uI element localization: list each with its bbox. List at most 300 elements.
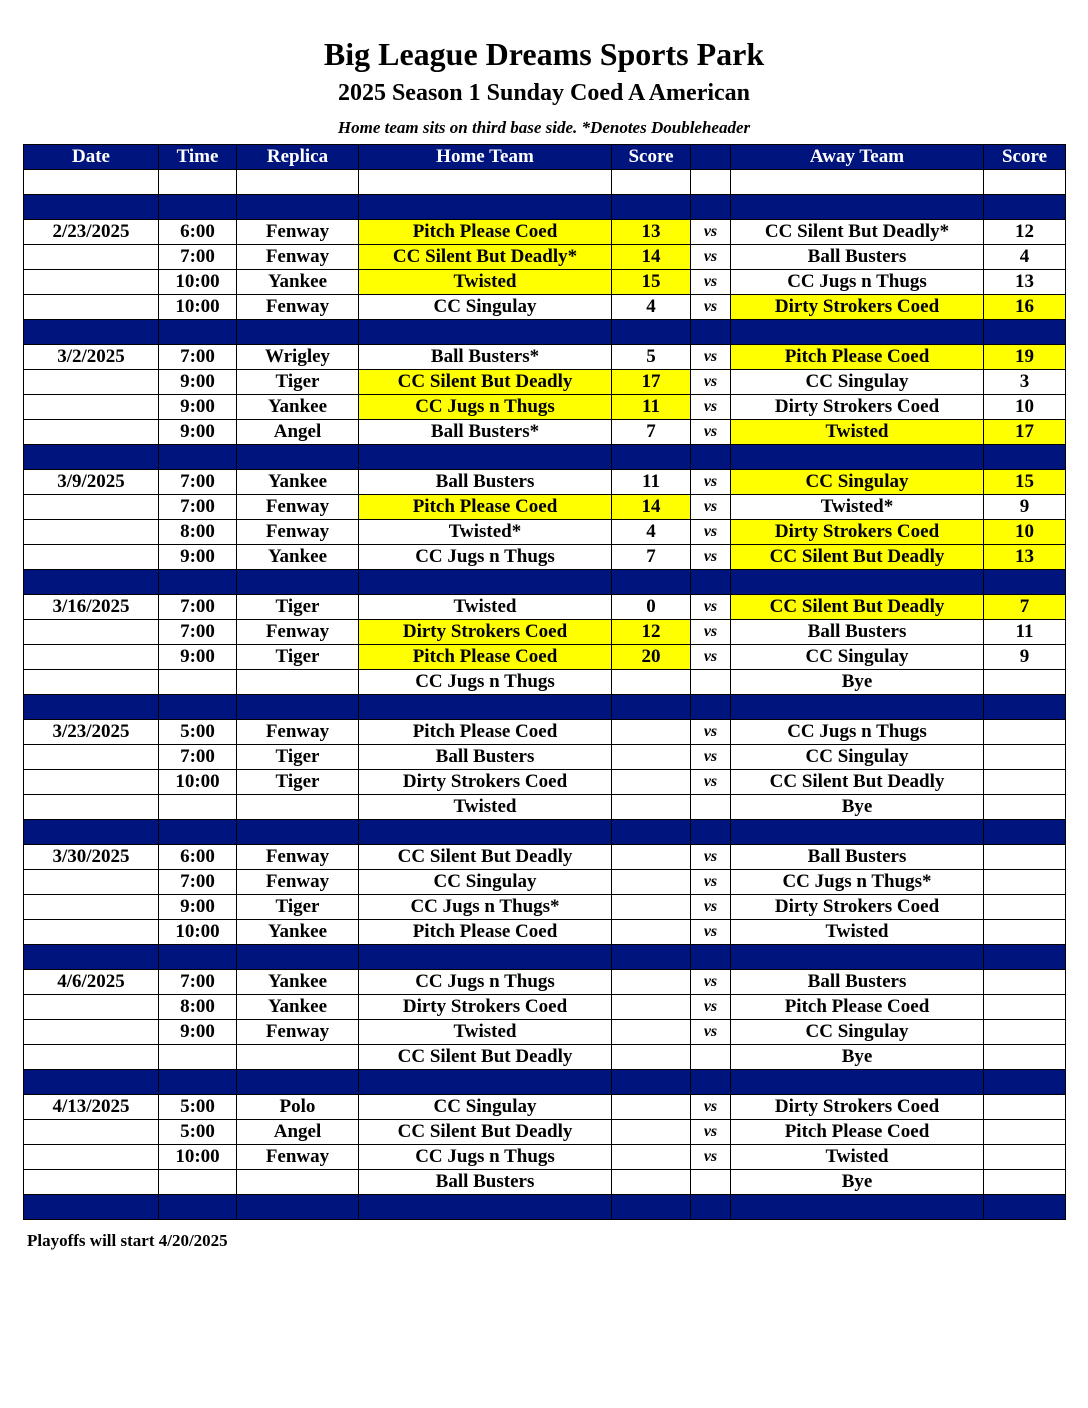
cell-home-team: Pitch Please Coed	[359, 220, 612, 245]
schedule-body	[24, 170, 1066, 1220]
cell-away-team: CC Jugs n Thugs*	[731, 870, 984, 895]
cell-away-team	[731, 1195, 984, 1220]
cell-replica: Fenway	[237, 720, 359, 745]
cell-date	[24, 545, 159, 570]
cell-away-team: Twisted	[731, 1145, 984, 1170]
cell-date	[24, 370, 159, 395]
cell-vs: vs	[691, 270, 731, 295]
cell-home-score: 12	[612, 620, 691, 645]
cell-time	[159, 795, 237, 820]
cell-replica: Fenway	[237, 295, 359, 320]
cell-home-team: Dirty Strokers Coed	[359, 620, 612, 645]
table-row	[24, 1045, 1066, 1070]
cell-date: 4/13/2025	[24, 1095, 159, 1120]
cell-home-team: Pitch Please Coed	[359, 495, 612, 520]
cell-home-team: CC Jugs n Thugs	[359, 395, 612, 420]
cell-time: 7:00	[159, 495, 237, 520]
cell-time	[159, 670, 237, 695]
cell-away-score	[984, 1045, 1066, 1070]
cell-date	[24, 745, 159, 770]
week-separator-row	[24, 570, 1066, 595]
blank-row	[24, 170, 1066, 195]
cell-home-team: Ball Busters	[359, 1170, 612, 1195]
cell-date: 4/6/2025	[24, 970, 159, 995]
cell-date	[24, 1170, 159, 1195]
cell-vs: vs	[691, 620, 731, 645]
col-header-away-team: Away Team	[731, 145, 984, 170]
cell-away-team: Dirty Strokers Coed	[731, 1095, 984, 1120]
cell-date	[24, 945, 159, 970]
cell-date	[24, 420, 159, 445]
cell-home-team	[359, 695, 612, 720]
cell-away-team: CC Silent But Deadly	[731, 770, 984, 795]
cell-replica	[237, 445, 359, 470]
cell-home-score: 17	[612, 370, 691, 395]
table-row	[24, 595, 1066, 620]
cell-replica: Tiger	[237, 370, 359, 395]
cell-away-team: Twisted	[731, 920, 984, 945]
table-row	[24, 920, 1066, 945]
cell-away-team	[731, 320, 984, 345]
cell-time: 9:00	[159, 420, 237, 445]
cell-date	[24, 570, 159, 595]
cell-date: 2/23/2025	[24, 220, 159, 245]
cell-home-team: Ball Busters*	[359, 420, 612, 445]
cell-date	[24, 195, 159, 220]
cell-time: 7:00	[159, 470, 237, 495]
cell-away-score: 11	[984, 620, 1066, 645]
cell-replica	[237, 1195, 359, 1220]
page-subtitle: 2025 Season 1 Sunday Coed A American	[337, 80, 751, 106]
cell-vs	[691, 695, 731, 720]
cell-away-score: 16	[984, 295, 1066, 320]
cell-date	[24, 245, 159, 270]
cell-vs	[691, 1195, 731, 1220]
cell-away-team: Bye	[731, 1045, 984, 1070]
cell-home-score	[612, 820, 691, 845]
cell-vs: vs	[691, 545, 731, 570]
cell-replica: Fenway	[237, 1020, 359, 1045]
cell-home-score: 15	[612, 270, 691, 295]
table-row	[24, 770, 1066, 795]
cell-away-score	[984, 920, 1066, 945]
week-separator-row	[24, 945, 1066, 970]
cell-home-score	[612, 970, 691, 995]
cell-away-score	[984, 320, 1066, 345]
cell-home-team: CC Silent But Deadly	[359, 845, 612, 870]
cell-away-score	[984, 770, 1066, 795]
cell-home-score	[612, 1045, 691, 1070]
cell-home-team: Pitch Please Coed	[359, 720, 612, 745]
cell-replica: Yankee	[237, 920, 359, 945]
cell-home-score	[612, 320, 691, 345]
cell-home-team	[359, 445, 612, 470]
week-separator-row	[24, 445, 1066, 470]
cell-away-score	[984, 170, 1066, 195]
cell-date	[24, 170, 159, 195]
cell-away-score: 12	[984, 220, 1066, 245]
cell-home-score	[612, 570, 691, 595]
cell-time: 9:00	[159, 545, 237, 570]
cell-home-team: Pitch Please Coed	[359, 645, 612, 670]
cell-away-team: CC Singulay	[731, 1020, 984, 1045]
table-row	[24, 495, 1066, 520]
cell-home-team: Ball Busters*	[359, 345, 612, 370]
cell-away-team: Ball Busters	[731, 845, 984, 870]
cell-vs	[691, 945, 731, 970]
cell-home-team: Twisted	[359, 270, 612, 295]
cell-away-team: CC Silent But Deadly*	[731, 220, 984, 245]
cell-date	[24, 520, 159, 545]
cell-home-score: 11	[612, 395, 691, 420]
cell-home-score	[612, 845, 691, 870]
cell-home-score	[612, 945, 691, 970]
cell-time	[159, 1070, 237, 1095]
cell-date: 3/16/2025	[24, 595, 159, 620]
cell-home-score: 13	[612, 220, 691, 245]
cell-home-team	[359, 1070, 612, 1095]
cell-home-score	[612, 1070, 691, 1095]
cell-time	[159, 1170, 237, 1195]
cell-vs	[691, 670, 731, 695]
cell-time	[159, 195, 237, 220]
cell-away-score: 10	[984, 520, 1066, 545]
cell-time: 10:00	[159, 1145, 237, 1170]
cell-time: 8:00	[159, 520, 237, 545]
cell-replica	[237, 1045, 359, 1070]
cell-home-team: Pitch Please Coed	[359, 920, 612, 945]
cell-home-team: CC Silent But Deadly	[359, 1045, 612, 1070]
cell-date	[24, 495, 159, 520]
table-row	[24, 545, 1066, 570]
cell-home-team	[359, 320, 612, 345]
table-row	[24, 670, 1066, 695]
table-row	[24, 845, 1066, 870]
cell-away-score	[984, 695, 1066, 720]
cell-vs	[691, 170, 731, 195]
cell-time	[159, 1045, 237, 1070]
cell-away-score	[984, 720, 1066, 745]
schedule-table	[23, 144, 1066, 1220]
cell-time: 7:00	[159, 970, 237, 995]
cell-replica	[237, 695, 359, 720]
cell-vs: vs	[691, 295, 731, 320]
cell-time: 6:00	[159, 220, 237, 245]
table-row	[24, 370, 1066, 395]
cell-time: 6:00	[159, 845, 237, 870]
cell-away-team: Bye	[731, 670, 984, 695]
schedule-note: Home team sits on third base side. *Denotes Doubleheader	[337, 118, 751, 137]
cell-home-score	[612, 445, 691, 470]
cell-away-score	[984, 820, 1066, 845]
cell-date	[24, 395, 159, 420]
cell-vs: vs	[691, 470, 731, 495]
table-row	[24, 645, 1066, 670]
cell-home-score	[612, 695, 691, 720]
cell-vs: vs	[691, 970, 731, 995]
cell-home-score	[612, 795, 691, 820]
cell-replica: Fenway	[237, 220, 359, 245]
cell-home-score: 5	[612, 345, 691, 370]
cell-away-team: CC Singulay	[731, 645, 984, 670]
cell-home-team: CC Jugs n Thugs	[359, 970, 612, 995]
cell-replica	[237, 195, 359, 220]
cell-home-score	[612, 1120, 691, 1145]
cell-away-score: 13	[984, 545, 1066, 570]
cell-vs	[691, 320, 731, 345]
cell-away-score	[984, 870, 1066, 895]
cell-home-score: 11	[612, 470, 691, 495]
cell-vs: vs	[691, 1120, 731, 1145]
cell-home-team	[359, 1195, 612, 1220]
cell-replica: Yankee	[237, 470, 359, 495]
table-row	[24, 1120, 1066, 1145]
cell-date	[24, 1195, 159, 1220]
cell-away-team: CC Silent But Deadly	[731, 545, 984, 570]
cell-time: 7:00	[159, 345, 237, 370]
cell-replica: Polo	[237, 1095, 359, 1120]
cell-replica: Yankee	[237, 970, 359, 995]
cell-vs: vs	[691, 370, 731, 395]
cell-home-score: 14	[612, 495, 691, 520]
cell-date	[24, 1020, 159, 1045]
cell-vs: vs	[691, 745, 731, 770]
cell-away-team: Bye	[731, 795, 984, 820]
cell-time	[159, 1195, 237, 1220]
table-row	[24, 745, 1066, 770]
cell-home-score	[612, 870, 691, 895]
cell-away-score	[984, 1120, 1066, 1145]
cell-time: 10:00	[159, 295, 237, 320]
cell-home-score	[612, 1195, 691, 1220]
table-row	[24, 1170, 1066, 1195]
cell-home-score: 4	[612, 520, 691, 545]
cell-vs: vs	[691, 220, 731, 245]
cell-vs: vs	[691, 420, 731, 445]
week-separator-row	[24, 695, 1066, 720]
table-row	[24, 345, 1066, 370]
table-row	[24, 995, 1066, 1020]
table-row	[24, 1020, 1066, 1045]
week-separator-row	[24, 820, 1066, 845]
cell-home-team: CC Jugs n Thugs*	[359, 895, 612, 920]
cell-time: 9:00	[159, 645, 237, 670]
cell-home-score	[612, 895, 691, 920]
cell-time: 9:00	[159, 895, 237, 920]
cell-away-team: CC Singulay	[731, 470, 984, 495]
cell-away-team: Dirty Strokers Coed	[731, 395, 984, 420]
cell-home-team: CC Singulay	[359, 870, 612, 895]
cell-date	[24, 1145, 159, 1170]
col-header-time: Time	[159, 145, 237, 170]
cell-home-score	[612, 1170, 691, 1195]
cell-date	[24, 770, 159, 795]
week-separator-row	[24, 320, 1066, 345]
cell-vs: vs	[691, 1145, 731, 1170]
table-row	[24, 870, 1066, 895]
cell-home-team: Dirty Strokers Coed	[359, 995, 612, 1020]
cell-home-score: 20	[612, 645, 691, 670]
cell-replica: Yankee	[237, 270, 359, 295]
cell-home-team: Ball Busters	[359, 470, 612, 495]
cell-date	[24, 920, 159, 945]
cell-vs: vs	[691, 920, 731, 945]
table-row	[24, 620, 1066, 645]
table-row	[24, 520, 1066, 545]
cell-vs	[691, 1070, 731, 1095]
cell-date: 3/2/2025	[24, 345, 159, 370]
cell-replica: Fenway	[237, 520, 359, 545]
cell-vs: vs	[691, 395, 731, 420]
cell-date	[24, 320, 159, 345]
cell-away-team: Dirty Strokers Coed	[731, 295, 984, 320]
cell-away-score	[984, 1070, 1066, 1095]
col-header-date: Date	[24, 145, 159, 170]
cell-away-score: 9	[984, 645, 1066, 670]
cell-home-team: CC Silent But Deadly	[359, 370, 612, 395]
cell-away-team: CC Singulay	[731, 370, 984, 395]
cell-replica: Wrigley	[237, 345, 359, 370]
cell-vs: vs	[691, 245, 731, 270]
table-row	[24, 795, 1066, 820]
cell-home-team: Twisted	[359, 595, 612, 620]
cell-vs: vs	[691, 720, 731, 745]
cell-home-score	[612, 670, 691, 695]
cell-replica	[237, 945, 359, 970]
cell-replica: Yankee	[237, 995, 359, 1020]
cell-time	[159, 945, 237, 970]
cell-home-score: 4	[612, 295, 691, 320]
cell-away-team	[731, 1070, 984, 1095]
cell-away-team: Bye	[731, 1170, 984, 1195]
cell-away-score: 17	[984, 420, 1066, 445]
cell-away-team: CC Jugs n Thugs	[731, 720, 984, 745]
cell-away-score	[984, 795, 1066, 820]
cell-time: 8:00	[159, 995, 237, 1020]
table-row	[24, 470, 1066, 495]
cell-home-team: Twisted	[359, 1020, 612, 1045]
cell-time: 9:00	[159, 395, 237, 420]
cell-vs	[691, 1045, 731, 1070]
cell-time	[159, 320, 237, 345]
cell-date	[24, 270, 159, 295]
cell-away-score	[984, 845, 1066, 870]
table-row	[24, 420, 1066, 445]
cell-date	[24, 870, 159, 895]
cell-home-score	[612, 170, 691, 195]
cell-away-score	[984, 1145, 1066, 1170]
cell-replica	[237, 795, 359, 820]
cell-home-score: 7	[612, 420, 691, 445]
cell-vs: vs	[691, 1095, 731, 1120]
cell-time: 7:00	[159, 745, 237, 770]
cell-away-team	[731, 945, 984, 970]
week-separator-row	[24, 1195, 1066, 1220]
cell-time: 7:00	[159, 595, 237, 620]
cell-home-team: CC Jugs n Thugs	[359, 1145, 612, 1170]
col-header-away-score: Score	[984, 145, 1066, 170]
cell-home-score	[612, 1095, 691, 1120]
cell-date	[24, 295, 159, 320]
cell-away-score	[984, 895, 1066, 920]
week-separator-row	[24, 1070, 1066, 1095]
cell-away-score	[984, 1020, 1066, 1045]
cell-date	[24, 670, 159, 695]
cell-time: 5:00	[159, 1120, 237, 1145]
cell-replica: Tiger	[237, 770, 359, 795]
cell-away-score	[984, 445, 1066, 470]
cell-vs: vs	[691, 895, 731, 920]
cell-replica: Fenway	[237, 495, 359, 520]
cell-date: 3/23/2025	[24, 720, 159, 745]
table-header-row	[24, 145, 1066, 170]
cell-date	[24, 1120, 159, 1145]
cell-vs: vs	[691, 645, 731, 670]
cell-replica: Angel	[237, 1120, 359, 1145]
cell-away-team: Ball Busters	[731, 245, 984, 270]
cell-time: 5:00	[159, 1095, 237, 1120]
cell-away-team	[731, 445, 984, 470]
cell-away-team: CC Jugs n Thugs	[731, 270, 984, 295]
cell-home-score	[612, 1020, 691, 1045]
cell-away-team	[731, 695, 984, 720]
cell-home-score	[612, 995, 691, 1020]
cell-away-score: 7	[984, 595, 1066, 620]
cell-vs	[691, 445, 731, 470]
cell-away-score: 13	[984, 270, 1066, 295]
cell-home-team	[359, 170, 612, 195]
table-row	[24, 220, 1066, 245]
cell-away-team	[731, 170, 984, 195]
cell-vs: vs	[691, 1020, 731, 1045]
cell-away-team: CC Silent But Deadly	[731, 595, 984, 620]
cell-home-score	[612, 770, 691, 795]
cell-home-team: Twisted	[359, 795, 612, 820]
cell-vs: vs	[691, 995, 731, 1020]
cell-replica: Tiger	[237, 895, 359, 920]
cell-away-score	[984, 1170, 1066, 1195]
cell-home-team	[359, 945, 612, 970]
cell-replica	[237, 1170, 359, 1195]
cell-time: 10:00	[159, 920, 237, 945]
cell-time	[159, 820, 237, 845]
cell-away-score	[984, 195, 1066, 220]
cell-home-team: Dirty Strokers Coed	[359, 770, 612, 795]
cell-replica: Fenway	[237, 845, 359, 870]
cell-away-team: Pitch Please Coed	[731, 1120, 984, 1145]
cell-date	[24, 1045, 159, 1070]
cell-time	[159, 695, 237, 720]
cell-away-score	[984, 1095, 1066, 1120]
cell-away-score	[984, 570, 1066, 595]
table-row	[24, 245, 1066, 270]
cell-date: 3/9/2025	[24, 470, 159, 495]
cell-time	[159, 570, 237, 595]
table-row	[24, 270, 1066, 295]
cell-home-score: 14	[612, 245, 691, 270]
cell-away-team	[731, 195, 984, 220]
cell-replica: Fenway	[237, 620, 359, 645]
cell-replica	[237, 570, 359, 595]
cell-time: 7:00	[159, 870, 237, 895]
cell-date	[24, 795, 159, 820]
cell-home-score	[612, 195, 691, 220]
cell-away-team	[731, 570, 984, 595]
cell-date	[24, 695, 159, 720]
cell-home-team	[359, 570, 612, 595]
cell-home-score	[612, 920, 691, 945]
cell-away-score: 3	[984, 370, 1066, 395]
